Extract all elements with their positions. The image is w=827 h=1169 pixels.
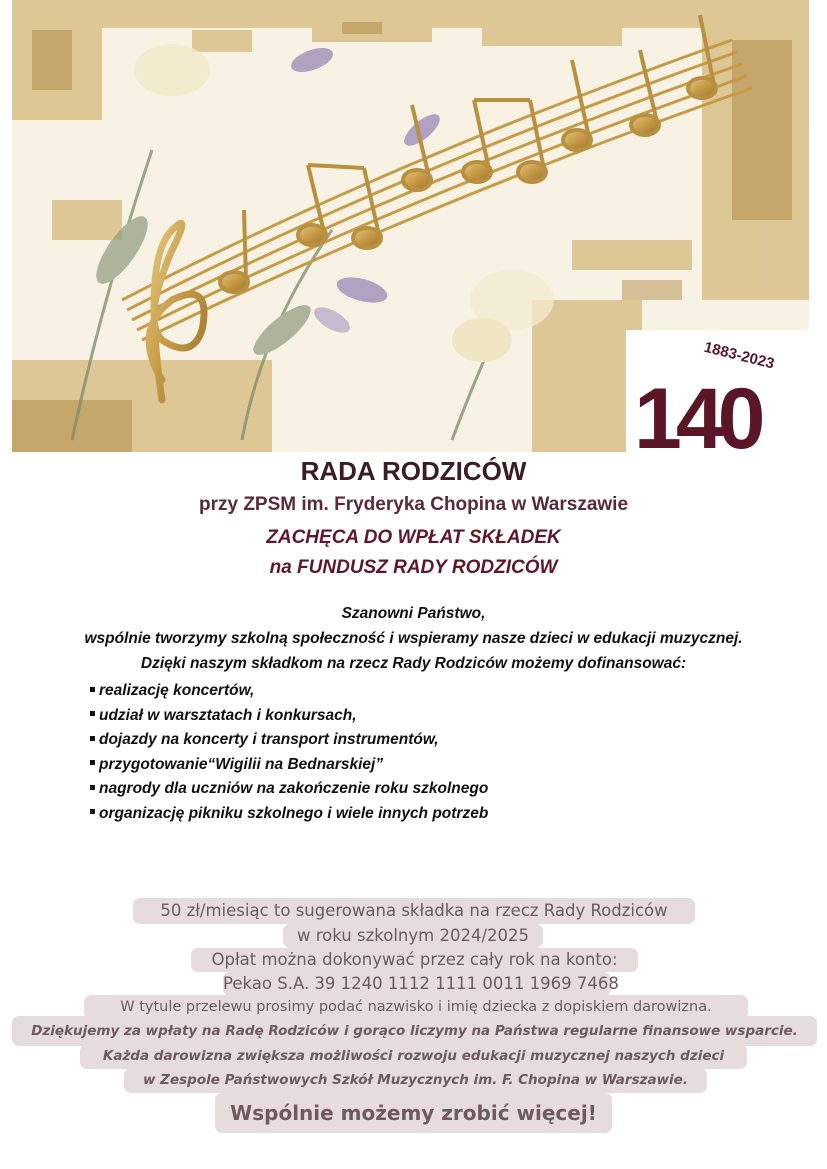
funding-list (88, 679, 488, 826)
list-item-text: nagrody dla uczniów na zakończenie roku szkolnego (99, 780, 489, 797)
logo-years: 1883-2023 (702, 338, 776, 373)
anniversary-140-logo (626, 330, 809, 452)
list-item (88, 753, 488, 778)
page-subtitle: przy ZPSM im. Fryderyka Chopina w Warszawie (198, 494, 629, 515)
list-item (88, 802, 488, 827)
page-title: RADA RODZICÓW (300, 456, 527, 486)
intro-line-2: Dzięki naszym składkom na rzecz Rady Rodziców możemy dofinansować: (140, 655, 687, 672)
bullet-square-icon (90, 809, 95, 814)
bullet-square-icon (90, 785, 95, 790)
intro-line-1: wspólnie tworzymy szkolną społeczność i wspieramy nasze dzieci w edukacji muzycznej. (84, 630, 743, 647)
appeal-line-1: ZACHĘCA DO WPŁAT SKŁADEK (266, 527, 561, 548)
donation-impact-text: Każda darowizna zwiększa możliwości rozwoju edukacji muzycznej naszych dzieci (80, 1044, 747, 1069)
list-item-text: przygotowanie“Wigilii na Bednarskiej” (99, 755, 384, 773)
closing-slogan: Wspólnie możemy zrobić więcej! (215, 1093, 612, 1133)
list-item-text: dojazdy na koncerty i transport instrumentów, (99, 731, 439, 748)
bullet-square-icon (90, 760, 95, 765)
list-item (88, 679, 488, 704)
suggested-fee-text: 50 zł/miesiąc to sugerowana składka na rzecz Rady Rodziców (133, 898, 695, 924)
thank-you-text: Dziękujemy za wpłaty na Radę Rodziców i gorąco liczymy na Państwa regularne finansowe wsparcie. (12, 1016, 817, 1046)
banner-image (12, 0, 809, 452)
list-item (88, 704, 488, 729)
school-name-text: w Zespole Państwowych Szkół Muzycznych im. F. Chopina w Warszawie. (124, 1068, 707, 1093)
greeting: Szanowni Państwo, (341, 605, 486, 622)
logo-number: 140 (634, 371, 760, 452)
bullet-square-icon (90, 736, 95, 741)
school-year-text: w roku szkolnym 2024/2025 (283, 924, 543, 948)
payment-info-text: Opłat można dokonywać przez cały rok na konto: (191, 948, 638, 972)
appeal-line-2: na FUNDUSZ RADY RODZICÓW (269, 557, 558, 578)
list-item (88, 728, 488, 753)
list-item-text: organizację pikniku szkolnego i wiele innych potrzeb (99, 804, 489, 822)
transfer-title-instructions: W tytule przelewu prosimy podać nazwisko i imię dziecka z dopiskiem darowizna. (84, 995, 748, 1019)
bank-account-number: Pekao S.A. 39 1240 1112 1111 0011 1969 7468 (223, 972, 611, 996)
list-item (88, 777, 488, 802)
list-item-text: realizację koncertów, (99, 682, 255, 699)
list-item-text: udział w warsztatach i konkursach, (99, 706, 357, 724)
bullet-square-icon (90, 687, 95, 692)
bullet-square-icon (90, 711, 95, 716)
